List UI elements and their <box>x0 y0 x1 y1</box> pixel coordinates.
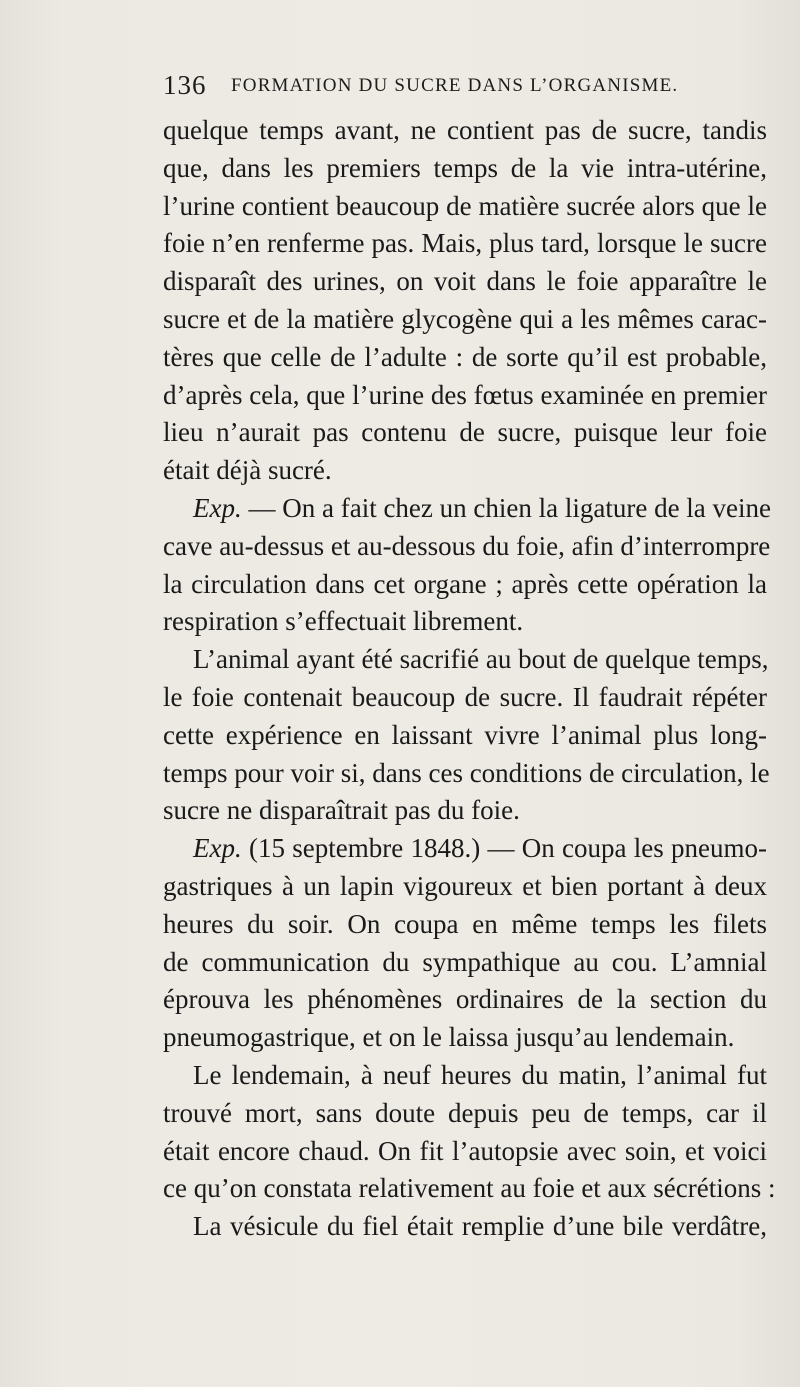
text-line: La vésicule du fiel était remplie d’une bile verdâtre, <box>193 1211 767 1242</box>
text-line-exp <box>163 830 767 868</box>
text-line: Le lendemain, à neuf heures du matin, l’animal fut <box>193 1059 767 1090</box>
page-number: 136 <box>163 70 207 100</box>
exp-text: — On a fait chez un chien la ligature de la veine <box>241 492 772 523</box>
text-line: que, dans les premiers temps de la vie intra-utérine, <box>163 152 767 183</box>
text-line: lieu n’aurait pas contenu de sucre, puisque leur foie <box>163 417 767 448</box>
exp-label: Exp. <box>193 833 242 864</box>
exp-text: (15 septembre 1848.) — On coupa les pneumo- <box>241 833 767 864</box>
text-line: d’après cela, que l’urine des fœtus examinée en premier <box>163 379 767 410</box>
text-line: pneumogastrique, et on le laissa jusqu’au lendemain. <box>163 1022 735 1053</box>
text-line: la circulation dans cet organe ; après cette opération la <box>163 568 767 599</box>
text-line: sucre et de la matière glycogène qui a les mêmes carac- <box>163 303 767 334</box>
text-line: respiration s’effectuait librement. <box>163 606 524 637</box>
text-line: cave au-dessus et au-dessous du foie, afin d’interrompre <box>163 530 771 561</box>
page-header <box>163 70 723 104</box>
text-line: gastriques à un lapin vigoureux et bien portant à deux <box>163 870 767 901</box>
exp-label: Exp. <box>193 492 242 523</box>
text-line: sucre ne disparaîtrait pas du foie. <box>163 795 520 826</box>
text-line: le foie contenait beaucoup de sucre. Il faudrait répéter <box>163 681 767 712</box>
text-line: cette expérience en laissant vivre l’animal plus long- <box>163 719 767 750</box>
text-line: de communication du sympathique au cou. L’amnial <box>163 946 767 977</box>
text-line: était déjà sucré. <box>163 455 332 486</box>
text-line: éprouva les phénomènes ordinaires de la section du <box>163 984 767 1015</box>
text-line: disparaît des urines, on voit dans le foie apparaître le <box>163 266 767 297</box>
text-line: foie n’en renferme pas. Mais, plus tard, lorsque le sucre <box>163 228 767 259</box>
text-line: quelque temps avant, ne contient pas de sucre, tandis <box>163 115 767 145</box>
text-line: ce qu’on constata relativement au foie et aux sécrétions : <box>163 1173 776 1204</box>
text-line: trouvé mort, sans doute depuis peu de temps, car il <box>163 1097 767 1128</box>
text-line: tères que celle de l’adulte : de sorte qu’il est probable, <box>163 341 767 372</box>
text-line: temps pour voir si, dans ces conditions de circulation, le <box>163 757 770 788</box>
text-line: L’animal ayant été sacrifié au bout de quelque temps, <box>193 644 769 675</box>
running-head: FORMATION DU SUCRE DANS L’ORGANISME. <box>231 75 679 96</box>
text-line: heures du soir. On coupa en même temps les filets <box>163 908 767 939</box>
text-line: l’urine contient beaucoup de matière sucrée alors que le <box>163 190 767 221</box>
text-line: était encore chaud. On fit l’autopsie avec soin, et voici <box>163 1135 767 1166</box>
text-line-exp <box>163 490 772 528</box>
body-text <box>163 112 776 1246</box>
